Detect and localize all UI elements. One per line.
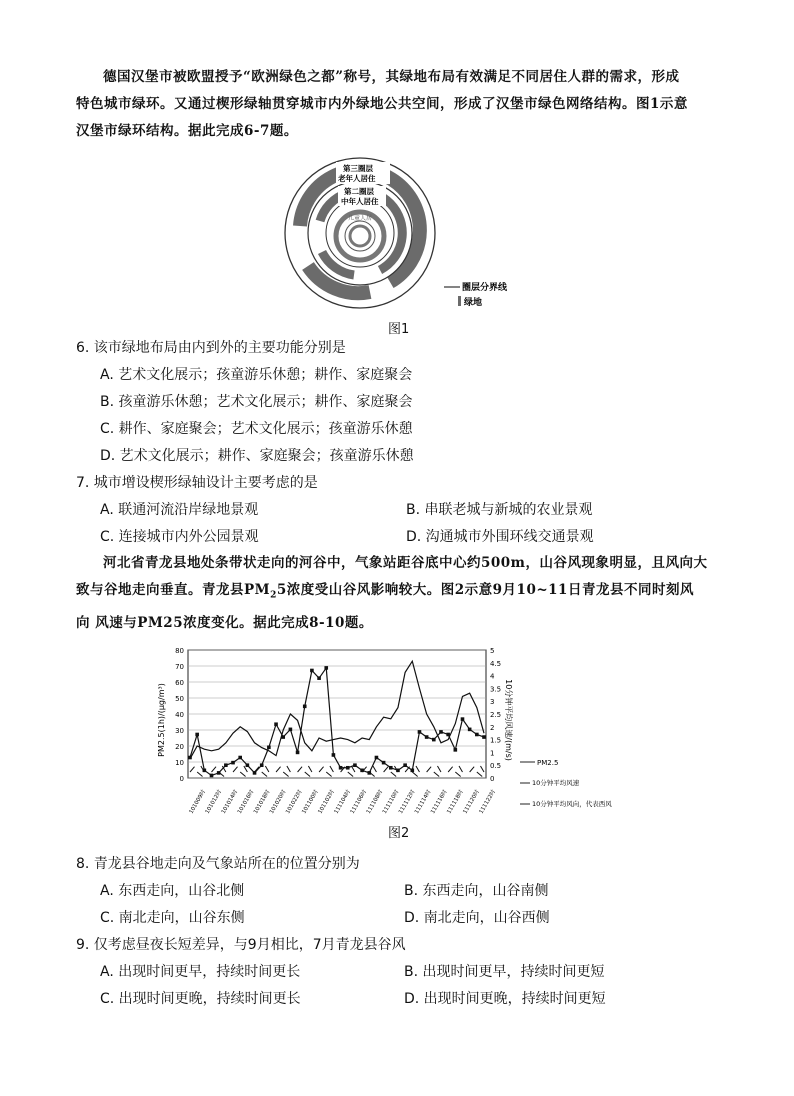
q8-option-a[interactable]: A. 东西走向，山谷北侧 — [100, 883, 245, 899]
wind-speed-point — [238, 756, 242, 760]
passage-2-line-3: 向 风速与PM25浓度变化。据此完成8-10题。 — [76, 614, 373, 631]
wind-direction-arrow — [233, 767, 237, 772]
q7-option-d[interactable]: D. 沟通城市外围环线交通景观 — [406, 529, 594, 545]
y-tick-label: 30 — [175, 727, 184, 735]
x-tick-label: 111108时 — [365, 789, 385, 815]
wind-speed-point — [224, 763, 228, 767]
wind-speed-point — [303, 705, 307, 709]
x-tick-label: 111116时 — [430, 789, 449, 815]
y-tick-label: 60 — [175, 679, 184, 687]
q6-option-c[interactable]: C. 耕作、家庭聚会；艺术文化展示；孩童游乐休憩 — [100, 421, 413, 437]
q8-option-c[interactable]: C. 南北走向，山谷东侧 — [100, 910, 245, 926]
legend-wind-direction: 10分钟平均风向，代表西风 — [532, 800, 612, 808]
wind-speed-point — [382, 761, 386, 765]
wind-direction-arrow — [427, 767, 431, 772]
wind-direction-arrow — [448, 767, 452, 772]
x-tick-label: 101020时 — [269, 789, 288, 815]
y2-tick-label: 1 — [490, 749, 495, 758]
wind-direction-arrow — [212, 767, 216, 772]
wind-direction-arrow — [276, 767, 280, 772]
legend-wind-speed: 10分钟平均风速 — [532, 779, 580, 787]
passage-1-line-1: 德国汉堡市被欧盟授予“欧洲绿色之都”称号，其绿地布局有效满足不同居住人群的需求，形成 — [103, 69, 680, 85]
ring-3-label-a: 第三圈层 — [343, 164, 373, 173]
wind-speed-point — [446, 733, 450, 737]
q9-option-c[interactable]: C. 出现时间更晚，持续时间更长 — [100, 991, 301, 1007]
wind-speed-point — [454, 748, 458, 752]
wind-direction-arrow — [240, 772, 245, 776]
wind-speed-point — [482, 735, 486, 739]
wind-speed-point — [439, 730, 443, 734]
x-tick-label: 101016时 — [236, 789, 256, 815]
wind-direction-arrow — [330, 766, 334, 772]
passage-2-line-2: 致与谷地走向垂直。青龙县$PM_25$浓度受山谷风影响较大。图2示意9月10~11日青龙县不同时刻风 — [76, 582, 694, 601]
wind-speed-point — [231, 761, 235, 765]
legend-boundary: 圈层分界线 — [462, 283, 508, 293]
wind-speed-point — [289, 728, 293, 732]
wind-speed-point — [353, 763, 357, 767]
y2-tick-label: 1.5 — [490, 736, 502, 745]
y-tick-label: 70 — [175, 663, 184, 671]
ring-2-label-b: 中年人居住 — [341, 197, 379, 206]
wind-speed-point — [324, 666, 328, 670]
series-pm25-line — [190, 661, 484, 759]
wind-direction-arrow — [265, 766, 269, 772]
x-tick-label: 101014时 — [220, 789, 240, 815]
wind-speed-point — [425, 735, 429, 739]
q8-option-b[interactable]: B. 东西走向，山谷南侧 — [404, 883, 549, 899]
q7-stem: 7. 城市增设楔形绿轴设计主要考虑的是 — [76, 475, 318, 491]
wind-direction-arrow — [287, 766, 291, 772]
wind-speed-point — [461, 717, 465, 721]
passage-2 — [76, 550, 726, 637]
wind-direction-arrow — [262, 772, 267, 776]
x-tick-label: 111104时 — [333, 789, 352, 815]
wind-speed-point — [260, 763, 264, 767]
q6-option-b[interactable]: B. 孩童游乐休憩；艺术文化展示；耕作、家庭聚会 — [100, 394, 413, 410]
wind-direction-arrow — [470, 767, 474, 772]
ring-3-label-b: 老年人居住 — [338, 174, 376, 183]
y2-tick-label: 0.5 — [490, 762, 502, 771]
passage-1 — [76, 64, 726, 145]
wind-speed-point — [317, 676, 321, 680]
wind-speed-point — [210, 774, 214, 778]
q7-option-a[interactable]: A. 联通河流沿岸绿地景观 — [100, 502, 259, 518]
y2-tick-label: 5 — [490, 647, 495, 655]
wind-speed-point — [410, 769, 414, 773]
x-tick-label: 101012时 — [204, 789, 224, 815]
y2-tick-label: 4.5 — [490, 659, 502, 668]
wind-direction-arrow — [319, 767, 323, 772]
wind-speed-point — [274, 722, 278, 726]
q7-option-b[interactable]: B. 串联老城与新城的农业景观 — [406, 502, 593, 518]
wind-speed-point — [346, 766, 350, 770]
wind-direction-arrow — [481, 766, 485, 772]
wind-speed-point — [403, 763, 407, 767]
figure-2-chart — [150, 644, 650, 820]
x-tick-label: 101009时 — [188, 789, 207, 815]
wind-speed-point — [332, 753, 336, 757]
wind-speed-point — [296, 751, 300, 755]
wind-direction-arrow — [459, 766, 463, 772]
y2-tick-label: 3 — [490, 698, 495, 707]
y-tick-label: 20 — [175, 743, 184, 751]
ring-1-label: 儿童人居 — [348, 215, 373, 222]
x-tick-label: 111122时 — [478, 789, 497, 815]
x-tick-label: 111112时 — [397, 789, 417, 815]
y-tick-label: 50 — [175, 695, 184, 703]
q9-option-d[interactable]: D. 出现时间更晚，持续时间更短 — [404, 991, 606, 1007]
q9-option-b[interactable]: B. 出现时间更早，持续时间更短 — [404, 964, 605, 980]
legend-green: 绿地 — [464, 298, 483, 308]
wind-direction-arrow — [434, 772, 439, 776]
wind-direction-arrow — [190, 767, 194, 772]
wind-direction-arrow — [373, 766, 377, 772]
x-tick-label: 111118时 — [446, 789, 465, 815]
q8-option-d[interactable]: D. 南北走向，山谷西侧 — [404, 910, 550, 926]
wind-speed-point — [267, 745, 271, 749]
q7-option-c[interactable]: C. 连接城市内外公园景观 — [100, 529, 259, 545]
wind-direction-arrow — [455, 772, 460, 776]
y-axis-left-label: PM2.5(1h)/(μg/m³) — [157, 683, 166, 757]
wind-speed-point — [418, 730, 422, 734]
wind-speed-point — [475, 733, 479, 737]
wind-speed-point — [339, 766, 343, 770]
q6-stem: 6. 该市绿地布局由内到外的主要功能分别是 — [76, 340, 346, 356]
wind-direction-arrow — [298, 767, 302, 772]
wind-speed-point — [310, 669, 314, 673]
wind-direction-arrow — [305, 772, 310, 776]
y2-tick-label: 2 — [490, 723, 495, 732]
wind-direction-arrow — [477, 772, 482, 776]
wind-direction-arrow — [416, 766, 420, 772]
wind-direction-arrow — [348, 772, 353, 776]
q9-option-a[interactable]: A. 出现时间更早，持续时间更长 — [100, 964, 301, 980]
x-tick-label: 111120时 — [462, 789, 481, 815]
passage-1-line-2: 特色城市绿环。又通过楔形绿轴贯穿城市内外绿地公共空间，形成了汉堡市绿色网络结构。图1示意 — [76, 96, 688, 112]
wind-direction-arrow — [412, 772, 417, 776]
y2-tick-label: 2.5 — [490, 711, 502, 719]
wind-direction-arrow — [391, 772, 396, 776]
ring-2-label-a: 第二圈层 — [344, 187, 374, 196]
q6-option-a[interactable]: A. 艺术文化展示；孩童游乐休憩；耕作、家庭聚会 — [100, 367, 413, 383]
wind-direction-arrow — [326, 772, 331, 776]
wind-direction-arrow — [308, 766, 312, 772]
y2-tick-label: 0 — [490, 775, 495, 783]
wind-direction-arrow — [437, 766, 441, 772]
x-tick-label: 111114时 — [414, 789, 433, 815]
wind-speed-point — [389, 766, 393, 770]
x-tick-label: 101102时 — [317, 789, 336, 815]
x-tick-label: 101022时 — [285, 789, 304, 815]
x-tick-label: 101100时 — [301, 789, 320, 815]
y2-tick-label: 4 — [490, 672, 495, 681]
y-axis-right-label: 10分钟平均风速/(m/s) — [504, 679, 513, 761]
passage-1-line-3: 汉堡市绿环结构。据此完成6-7题。 — [76, 123, 298, 139]
x-tick-label: 101018时 — [252, 789, 272, 815]
legend-pm25: PM2.5 — [537, 759, 559, 767]
q6-option-d[interactable]: D. 艺术文化展示；耕作、家庭聚会；孩童游乐休憩 — [100, 448, 414, 464]
y-tick-label: 0 — [179, 775, 184, 783]
figure-2-caption: 图2 — [388, 826, 410, 841]
q9-stem: 9. 仅考虑昼夜长短差异，与9月相比，7月青龙县谷风 — [76, 937, 406, 953]
wind-direction-arrow — [384, 767, 388, 772]
y-tick-label: 10 — [175, 759, 184, 767]
wind-speed-point — [432, 738, 436, 742]
y-tick-label: 80 — [175, 647, 184, 655]
figure-1-ring-diagram — [280, 156, 508, 316]
x-tick-label: 111110时 — [381, 789, 401, 815]
wind-speed-point — [281, 735, 285, 739]
series-wind-speed-line — [190, 668, 484, 776]
wind-direction-arrow — [283, 772, 288, 776]
wind-speed-point — [188, 756, 192, 760]
q8-stem: 8. 青龙县谷地走向及气象站所在的位置分别为 — [76, 856, 360, 872]
wind-speed-point — [195, 733, 199, 737]
figure-1-caption: 图1 — [388, 322, 410, 337]
wind-speed-point — [246, 763, 250, 767]
y-tick-label: 40 — [175, 711, 184, 719]
passage-2-line-1: 河北省青龙县地处条带状走向的河谷中，气象站距谷底中心约500m，山谷风现象明显，且风向大 — [103, 555, 708, 571]
wind-speed-point — [375, 756, 379, 760]
y2-tick-label: 3.5 — [490, 685, 502, 694]
wind-speed-point — [468, 728, 472, 732]
wind-direction-arrow — [197, 772, 202, 776]
x-tick-label: 111106时 — [349, 789, 369, 815]
